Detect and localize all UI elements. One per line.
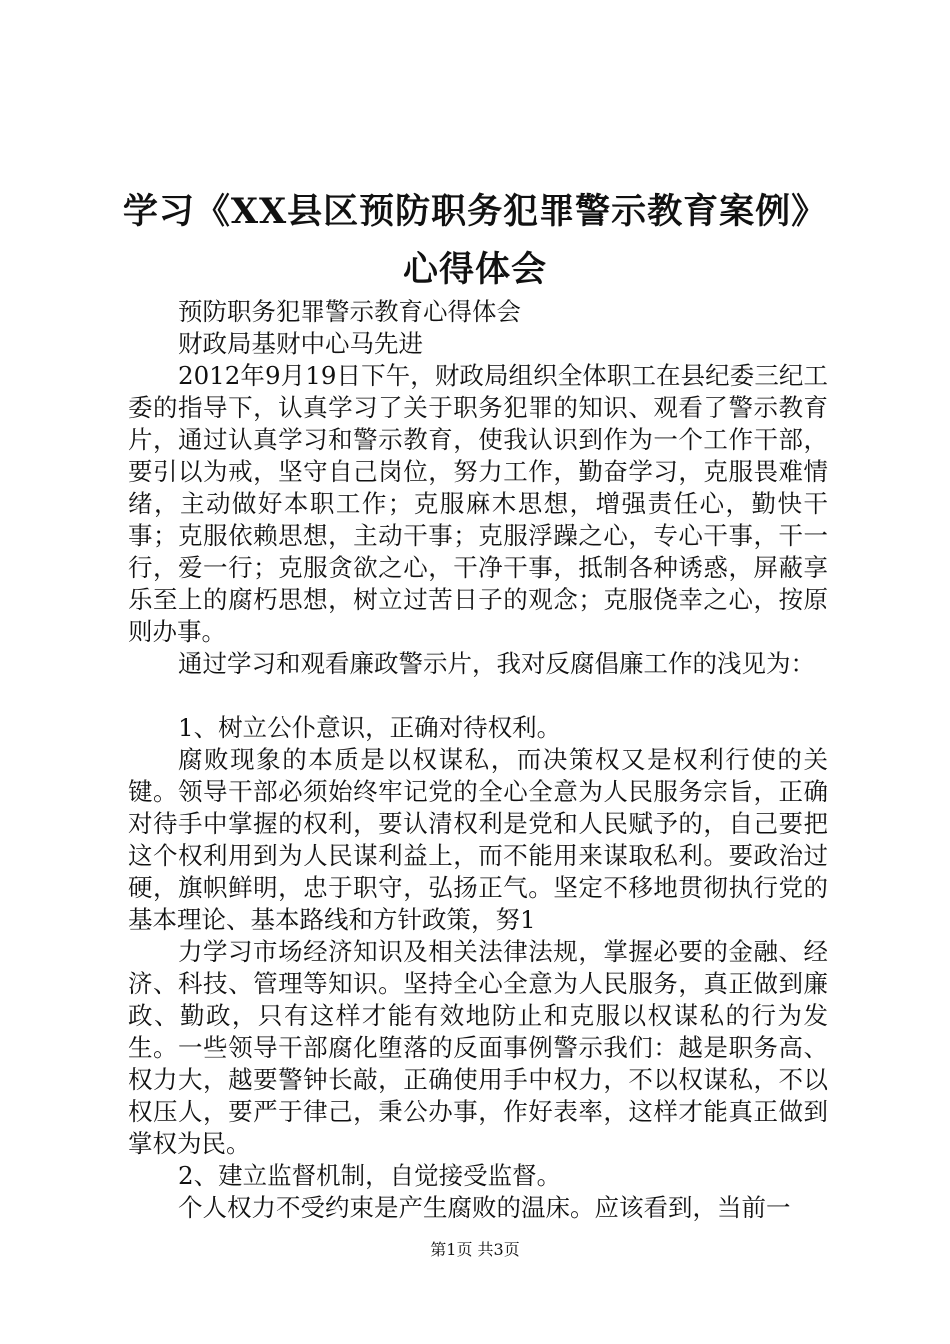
document-body [128,296,828,1224]
document-title-line-2: 心得体会 [402,249,547,290]
paragraph-section-2-a: 个人权力不受约束是产生腐败的温床。应该看到，当前一 [178,1193,791,1222]
paragraph-spacer [128,680,828,712]
section-heading-1: 1、树立公仆意识，正确对待权利。 [178,713,562,742]
section-heading-2: 2、建立监督机制，自觉接受监督。 [178,1161,562,1190]
paragraph-opinion-lead: 通过学习和观看廉政警示片，我对反腐倡廉工作的浅见为： [178,649,815,678]
subtitle: 预防职务犯罪警示教育心得体会 [178,297,521,326]
paragraph-section-1-a: 腐败现象的本质是以权谋私，而决策权又是权利行使的关键。领导干部必须始终牢记党的全心全意为人民服务宗旨，正确对待手中掌握的权利，要认清权利是党和人民赋予的，自己要把这个权利用到为人民谋利益上，而不能用来谋取私利。要政治过硬，旗帜鲜明，忠于职守，弘扬正气。坚定不移地贯彻执行党的基本理论、基本路线和方针政策，努1 [128,745,828,934]
document-title-line-1: 学习《XX县区预防职务犯罪警示教育案例》 [122,191,828,232]
author-line: 财政局基财中心马先进 [178,329,423,358]
page-footer: 第1页 共3页 [430,1240,520,1259]
paragraph-intro: 2012年9月19日下午，财政局组织全体职工在县纪委三纪工委的指导下，认真学习了关于职务犯罪的知识、观看了警示教育片，通过认真学习和警示教育，使我认识到作为一个工作干部，要引以为戒，坚守自己岗位，努力工作，勤奋学习，克服畏难情绪，主动做好本职工作；克服麻木思想，增强责任心，勤快干事；克服依赖思想，主动干事；克服浮躁之心，专心干事，干一行，爱一行；克服贪欲之心，干净干事，抵制各种诱惑，屏蔽享乐至上的腐朽思想，树立过苦日子的观念；克服侥幸之心，按原则办事。 [128,361,828,646]
paragraph-section-1-b: 力学习市场经济知识及相关法律法规，掌握必要的金融、经济、科技、管理等知识。坚持全心全意为人民服务，真正做到廉政、勤政，只有这样才能有效地防止和克服以权谋私的行为发生。一些领导干部腐化堕落的反面事例警示我们：越是职务高、权力大，越要警钟长敲，正确使用手中权力，不以权谋私，不以权压人，要严于律己，秉公办事，作好表率，这样才能真正做到掌权为民。 [128,937,828,1158]
